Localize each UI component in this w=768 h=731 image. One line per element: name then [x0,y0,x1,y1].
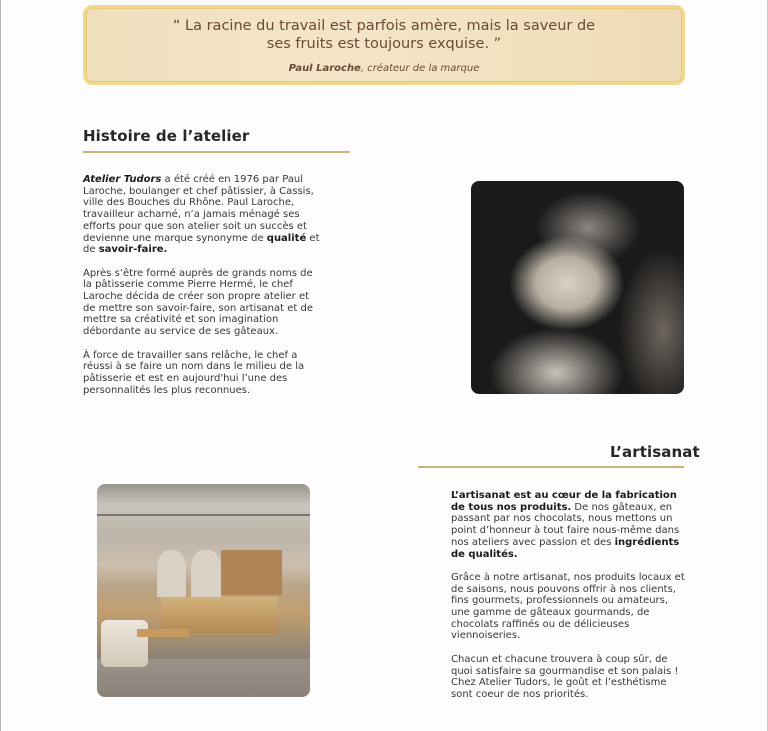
history-paragraph-3: À force de travailler sans relâche, le chef a réussi à se faire un nom dans le milieu de la pâtisserie et est en aujourd'hui l’une des personnalités les plus reconnues. [83,349,305,396]
history-paragraph-1 [83,174,323,256]
craft-heading: L’artisanat [610,443,700,461]
brand-name: Atelier Tudors [83,174,162,185]
cafe-arch [157,550,187,597]
cafe-arch [191,550,221,597]
history-heading-rule [83,151,350,153]
page-border-left [0,0,1,731]
quote-text: “ La racine du travail est parfois amère, mais la saveur de ses fruits est toujours exquise. ” [172,18,596,52]
quote-attribution [86,63,682,74]
craft-paragraph-2: Grâce à notre artisanat, nos produits locaux et de saisons, nous pouvons offrir à nos clients, fins gourmets, professionnels ou amateurs, une gamme de gâteaux gourmands, de chocolats raffinés ou de délicieuses viennoiseries. [451,571,685,642]
founder-portrait-image [471,181,684,394]
history-paragraph-2: Après s’être formé auprès de grands noms de la pâtisserie comme Pierre Hermé, le chef Laroche décida de créer son propre atelier et de mettre son savoir-faire, son artisanat et de mettre sa créativité et son imagination débordante au service de ses gâteaux. [83,267,313,338]
craft-heading-rule [418,466,684,468]
history-p1-text: a été créé en 1976 par Paul Laroche, boulanger et chef pâtissier, à Cassis, ville des Bouches du Rhône. Paul Laroche, travailleur acharné, n’a jamais ménagé ses efforts pour que son atelier soit un succès et devienne une marque synonyme de [83,174,314,244]
craft-paragraph-1 [451,490,689,560]
cafe-counter [161,597,278,633]
quote-author-role: , créateur de la marque [360,63,480,74]
highlight-artisanat: L’artisanat est au cœur de la fabrication de tous nos produits. [451,490,677,513]
quote-author-name: Paul Laroche [288,63,361,74]
craft-paragraph-3 [451,654,689,701]
craft-p1-text: De nos gâteaux, en passant par nos chocolats, nous mettons un point d’honneur à tout faire nous-même dans nos ateliers avec passion et des [451,501,680,548]
craft-p3-line-1: Chacun et chacune trouvera à coup sûr, de quoi satisfaire sa gourmandise et son palais ! [451,653,679,677]
cafe-interior-image [97,484,310,697]
history-heading: Histoire de l’atelier [83,127,250,145]
cafe-sofa [101,620,148,667]
highlight-ingredients: ingrédients de qualités. [451,536,680,560]
cafe-menu-board [221,550,283,595]
highlight-savoir-faire: savoir-faire. [98,244,168,256]
history-text [83,174,323,396]
highlight-quality: qualité [266,232,307,244]
craft-text [451,490,689,701]
history-p1-text-b: et de [83,232,320,256]
cafe-ceiling-beam [97,514,310,516]
quote-banner [83,5,685,85]
cafe-table [137,629,188,638]
craft-p3-line-2: Chez Atelier Tudors, le goût et l’esthétisme sont coeur de nos priorités. [451,677,667,700]
